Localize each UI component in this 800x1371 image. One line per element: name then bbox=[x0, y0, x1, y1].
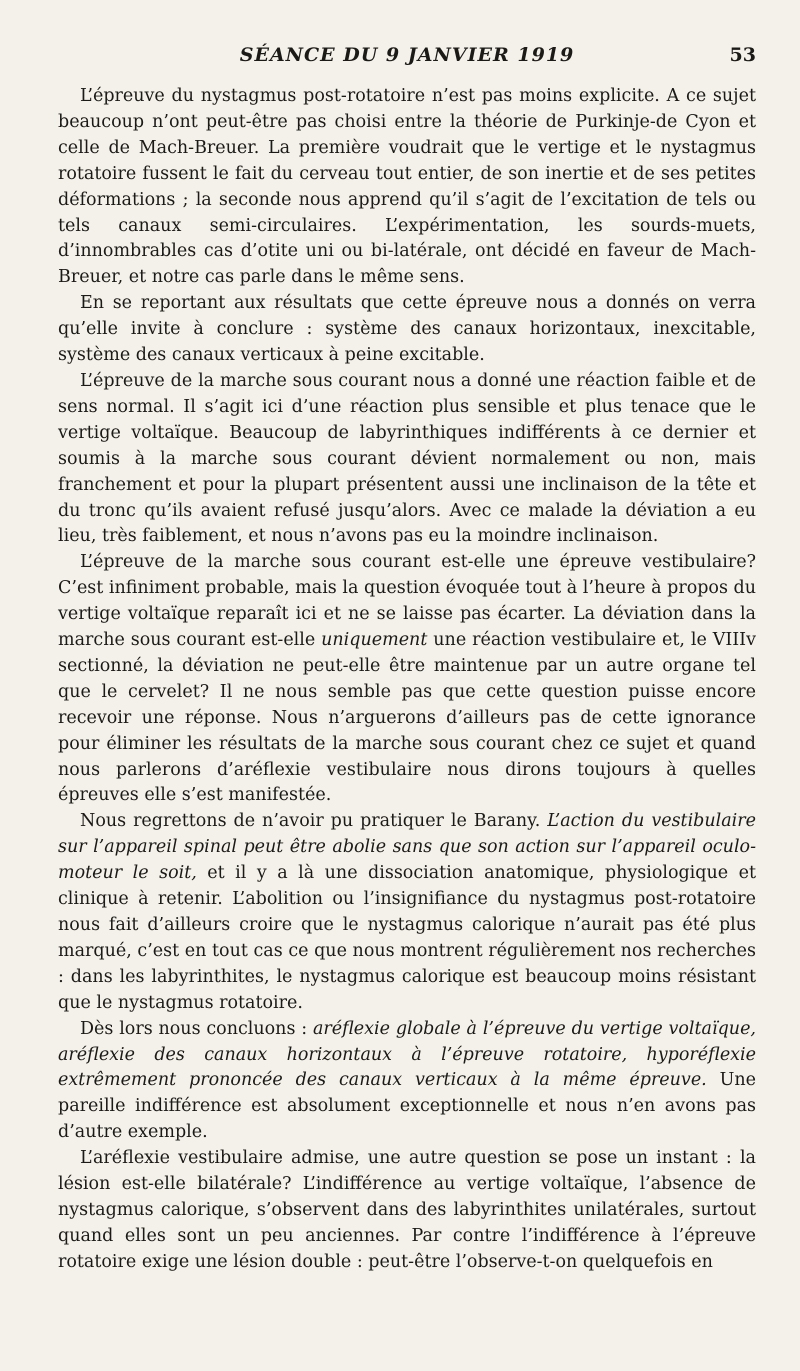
paragraph-text: L’épreuve de la marche sous courant est-elle une épreuve vestibulaire? C’est infiniment probable, mais la question évoquée tout à l’heure à propos du vertige voltaïque reparaît ici et ne se laisse pas écarter. La déviation dans la marche sous courant est-elle bbox=[58, 552, 756, 651]
running-head: SÉANCE DU 9 JANVIER 1919 bbox=[239, 44, 575, 66]
paragraph bbox=[58, 84, 756, 291]
italic-text: uniquement bbox=[321, 630, 428, 651]
paragraph-text: L’épreuve du nystagmus post-rotatoire n’est pas moins explicite. A ce sujet beaucoup n’ont peut-être pas choisi entre la théorie de Purkinje-de Cyon et celle de Mach-Breuer. La première voudrait que le vertige et le nystagmus rotatoire fussent le fait du cerveau tout entier, de son inertie et de ses petites déformations ; la seconde nous apprend qu’il s’agit de l’excitation de tels ou tels canaux semi-circulaires. L’expérimentation, les sourds-muets, d’innombrables cas d’otite uni ou bi-latérale, ont décidé en faveur de Mach-Breuer, et notre cas parle dans le même sens. bbox=[58, 86, 756, 288]
paragraph bbox=[58, 550, 756, 809]
paragraph-text: et il y a là une dissociation anatomique, physiologique et clinique à retenir. L’abolition ou l’insignifiance du nystagmus post-rotatoire nous fait d’ailleurs croire que le nystagmus calorique n’aurait pas été plus marqué, c’est en tout cas ce que nous montrent régulièrement nos recherches : dans les labyrinthites, le nystagmus calorique est beaucoup moins résistant que le nystagmus rotatoire. bbox=[58, 863, 756, 1013]
body-text bbox=[58, 84, 756, 1276]
paragraph-text: L’épreuve de la marche sous courant nous a donné une réaction faible et de sens normal. Il s’agit ici d’une réaction plus sensible et plus tenace que le vertige voltaïque. Beaucoup de labyrinthiques indifférents à ce dernier et soumis à la marche sous courant dévient normalement ou non, mais franchement et pour la plupart présentent aussi une inclinaison de la tête et du tronc qu’ils avaient refusé jusqu’alors. Avec ce malade la déviation a eu lieu, très faiblement, et nous n’avons pas eu la moindre inclinaison. bbox=[58, 370, 756, 547]
paragraph-text: Nous regrettons de n’avoir pu pratiquer le Barany. bbox=[80, 811, 548, 832]
paragraph bbox=[58, 1017, 756, 1147]
page-header bbox=[58, 44, 756, 84]
paragraph bbox=[58, 1146, 756, 1276]
paragraph-text: Une pareille indifférence est absolument exceptionnelle et nous n’en avons pas d’autre exemple. bbox=[58, 1070, 756, 1143]
paragraph bbox=[58, 291, 756, 369]
page-number: 53 bbox=[729, 44, 756, 66]
paragraph-text: Dès lors nous concluons : bbox=[80, 1018, 313, 1039]
paragraph-text: une réaction vestibulaire et, le VIIIv sectionné, la déviation ne peut-elle être maintenue par un autre organe tel que le cervelet? Il ne nous semble pas que cette question puisse encore recevoir une réponse. Nous n’arguerons d’ailleurs pas de cette ignorance pour éliminer les résultats de la marche sous courant chez ce sujet et quand nous parlerons d’aréflexie vestibulaire nous dirons toujours à quelles épreuves elle s’est manifestée. bbox=[58, 630, 756, 806]
paragraph bbox=[58, 809, 756, 1016]
italic-text: aréflexie globale à l’épreuve du vertige voltaïque, aréflexie des canaux horizontaux à l’épreuve rotatoire, hyporéflexie extrêmement prononcée des canaux verticaux à la même épreuve. bbox=[58, 1018, 756, 1091]
paragraph-text: En se reportant aux résultats que cette épreuve nous a donnés on verra qu’elle invite à conclure : système des canaux horizontaux, inexcitable, système des canaux verticaux à peine excitable. bbox=[58, 293, 756, 366]
paragraph-text: L’aréflexie vestibulaire admise, une autre question se pose un instant : la lésion est-elle bilatérale? L’indifférence au vertige voltaïque, l’absence de nystagmus calorique, s’observent dans des labyrinthites unilatérales, surtout quand elles sont un peu anciennes. Par contre l’indifférence à l’épreuve rotatoire exige une lésion double : peut-être l’observe-t-on quelquefois en bbox=[58, 1148, 756, 1272]
paragraph bbox=[58, 369, 756, 550]
italic-text: L’action du vestibulaire sur l’appareil spinal peut être abolie sans que son action sur l’appareil oculo-moteur le soit, bbox=[58, 811, 756, 884]
